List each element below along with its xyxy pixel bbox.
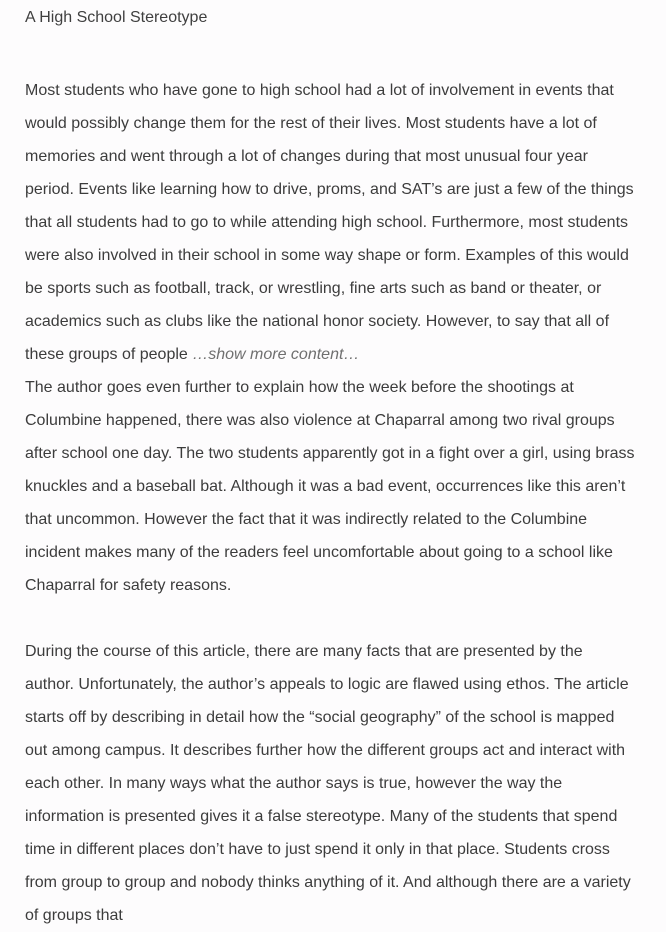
article-body xyxy=(25,74,635,932)
show-more-link[interactable]: …show more content… xyxy=(192,346,360,363)
paragraph-2: The author goes even further to explain how the week before the shootings at Columbine happened, there was also violence at Chaparral among two rival groups after school one day. The two students apparently got in a fight over a girl, using brass knuckles and a baseball bat. Although it was a bad event, occurrences like this aren’t that uncommon. However the fact that it was indirectly related to the Columbine incident makes many of the readers feel uncomfortable about going to a school like Chaparral for safety reasons. xyxy=(25,379,635,594)
paragraph-1-text: Most students who have gone to high school had a lot of involvement in events that would possibly change them for the rest of their lives. Most students have a lot of memories and went through a lot of changes during that most unusual four year period. Events like learning how to drive, proms, and SAT’s are just a few of the things that all students had to go to while attending high school. Furthermore, most students were also involved in their school in some way shape or form. Examples of this would be sports such as football, track, or wrestling, fine arts such as band or theater, or academics such as clubs like the national honor society. However, to say that all of these groups of people xyxy=(25,82,634,363)
paragraph-1 xyxy=(25,74,635,371)
paragraph-3: During the course of this article, there are many facts that are presented by the author. Unfortunately, the author’s appeals to logic are flawed using ethos. The article starts off by describing in detail how the “social geography” of the school is mapped out among campus. It describes further how the different groups act and interact with each other. In many ways what the author says is true, however the way the information is presented gives it a false stereotype. Many of the students that spend time in different places don’t have to just spend it only in that place. Students cross from group to group and nobody thinks anything of it. And although there are a variety of groups that xyxy=(25,643,631,924)
article-title: A High School Stereotype xyxy=(25,9,208,26)
paragraph-spacer xyxy=(25,602,635,635)
